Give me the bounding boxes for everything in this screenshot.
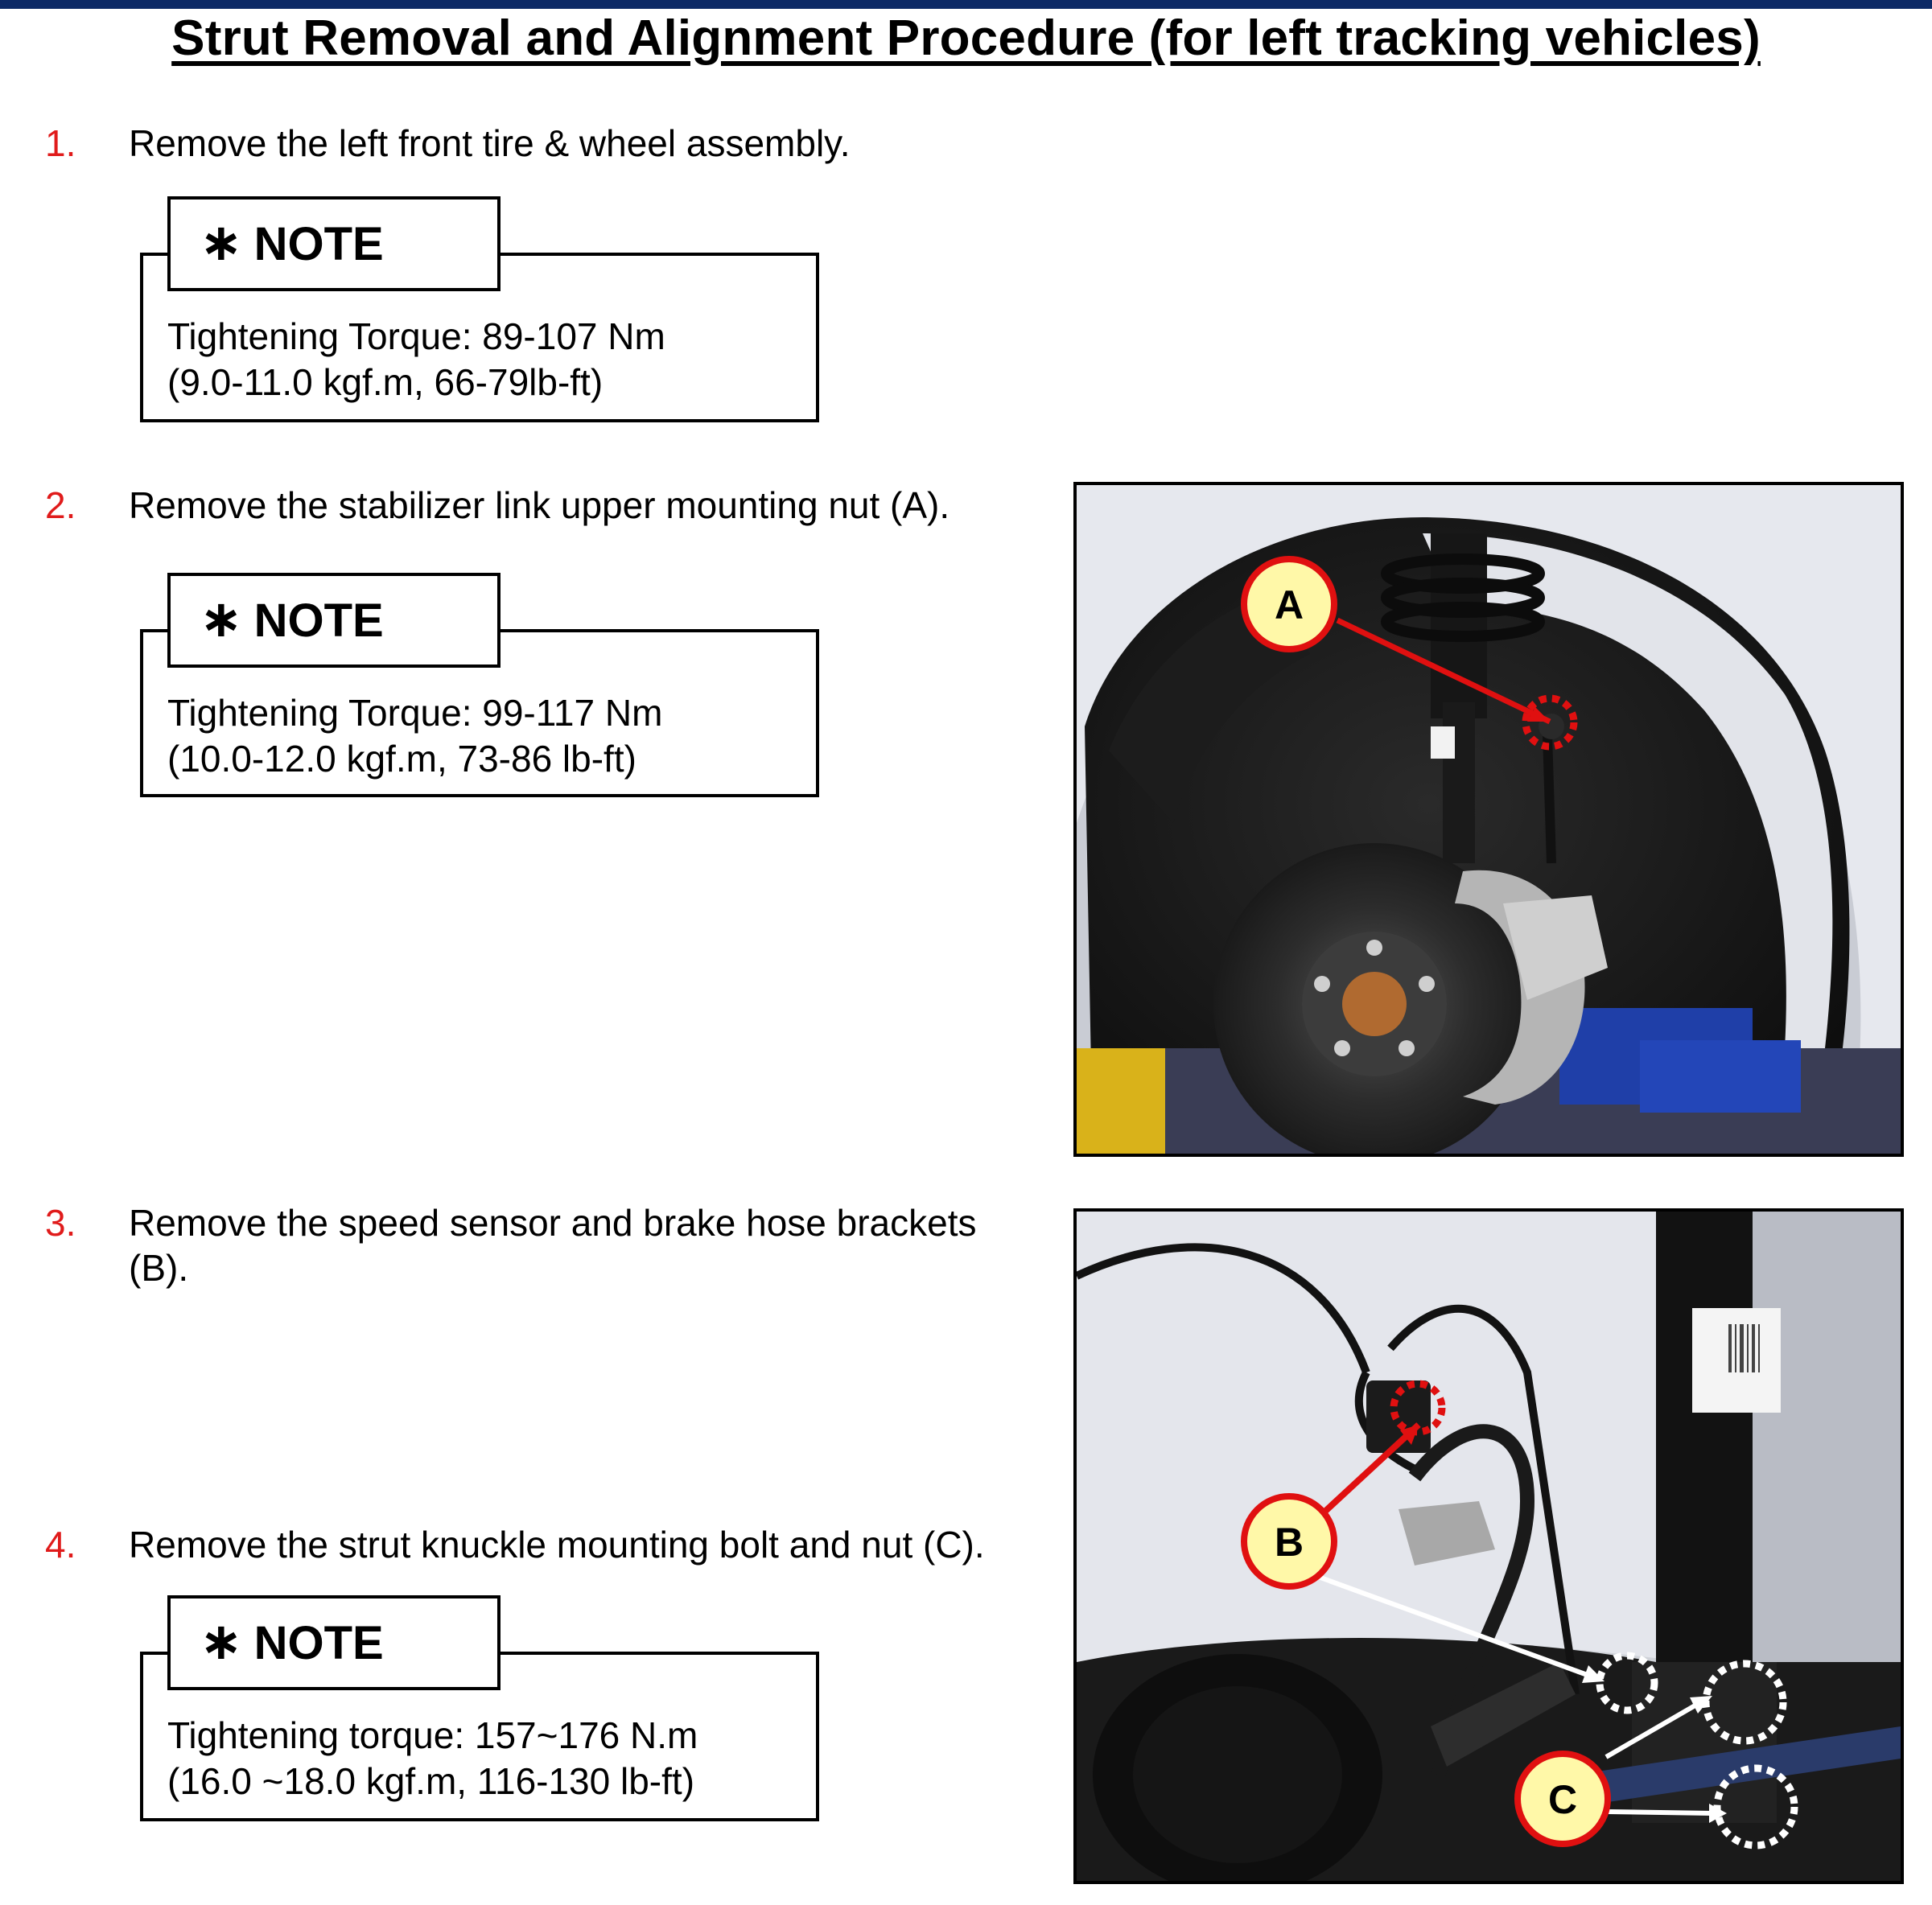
photo-stabilizer-link <box>1073 482 1904 1157</box>
step-text: Remove the stabilizer link upper mounting nut (A). <box>129 484 950 526</box>
asterisk-icon: ∗ <box>200 213 243 271</box>
note-header-2 <box>167 573 501 668</box>
step-number: 2. <box>45 484 76 526</box>
asterisk-icon: ∗ <box>200 1612 243 1670</box>
note-line: (9.0-11.0 kgf.m, 66-79lb-ft) <box>167 361 603 403</box>
step-text: Remove the left front tire & wheel assembly. <box>129 122 851 164</box>
note-header-3 <box>167 1595 501 1690</box>
step-number: 1. <box>45 122 76 164</box>
step-text <box>129 1200 977 1290</box>
note-line: Tightening Torque: 99-117 Nm <box>167 692 663 734</box>
note-line: (16.0 ~18.0 kgf.m, 116-130 lb-ft) <box>167 1760 695 1802</box>
step-text-line: (B). <box>129 1247 189 1289</box>
note-label: NOTE <box>253 1617 384 1669</box>
step-text-line: Remove the speed sensor and brake hose brackets <box>129 1202 977 1244</box>
note-line: Tightening Torque: 89-107 Nm <box>167 315 665 357</box>
note-header-1 <box>167 196 501 291</box>
callout-b-label: B <box>1274 1520 1304 1565</box>
asterisk-icon: ∗ <box>200 590 243 648</box>
note-label: NOTE <box>253 218 384 270</box>
step-4 <box>45 1522 1075 1570</box>
step-1 <box>45 121 1011 169</box>
callout-a-label: A <box>1274 582 1304 627</box>
step-number: 3. <box>45 1202 76 1244</box>
top-accent-bar <box>0 0 1932 9</box>
callout-c-label: C <box>1547 1777 1578 1822</box>
step-3 <box>45 1200 1067 1297</box>
page-title: Strut Removal and Alignment Procedure (for left tracking vehicles) <box>171 10 1761 66</box>
photo-brackets-knuckle <box>1073 1208 1904 1884</box>
step-2 <box>45 483 1051 531</box>
note-label: NOTE <box>253 595 384 647</box>
note-line: Tightening torque: 157~176 N.m <box>167 1714 698 1756</box>
step-text: Remove the strut knuckle mounting bolt and nut (C). <box>129 1524 985 1566</box>
step-number: 4. <box>45 1524 76 1566</box>
note-line: (10.0-12.0 kgf.m, 73-86 lb-ft) <box>167 738 636 780</box>
